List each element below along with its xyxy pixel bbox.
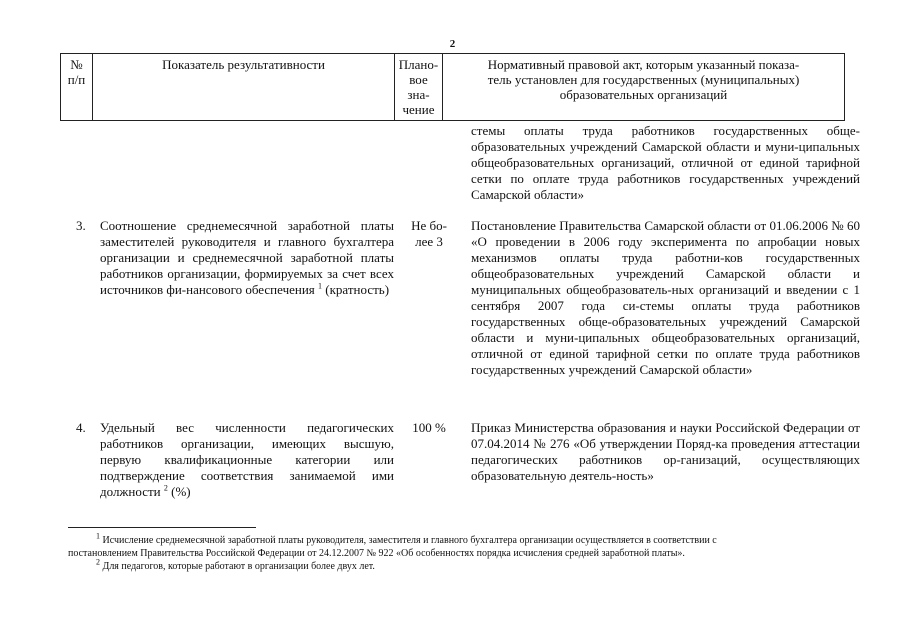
indicator-cell (100, 420, 394, 500)
indicator-cell (100, 218, 394, 298)
planned-value: 100 % (412, 420, 446, 435)
footnotes (68, 531, 896, 573)
page-number: 2 (449, 38, 456, 50)
indicator-text: Соотношение среднемесячной заработной платы заместителей руководителя и главного бухгалтера организации и среднемесячной заработной платы работников организации, формируемых за счет всех источников фи-нансового обеспечения (100, 218, 394, 297)
footnote-text: Для педагогов, которые работают в организации более двух лет. (100, 561, 375, 572)
footnote-mark: 1 (96, 531, 100, 541)
header-number: № п/п (61, 54, 93, 121)
legal-act-continuation: стемы оплаты труда работников государственных обще-образовательных учреждений Самарской области и муни-ципальных общеобразовательных организаций, отличной от единой тарифной сетки по оплате труда работников государственных учреждений Самарской области» (471, 123, 860, 202)
indicator-text: Удельный вес численности педагогических работников организации, имеющих высшую, первую квалификационные категории или подтверждение соответствия занимаемой ими должности (100, 420, 394, 499)
indicator-unit: (кратность) (322, 282, 390, 297)
footnote-1 (96, 531, 896, 547)
row-number: 4. (76, 420, 86, 435)
footnote-ref: 1 (318, 281, 323, 291)
footnote-text: Исчисление среднемесячной заработной платы руководителя, заместителя и главного бухгалтера организации осуществляется в соответствии с (100, 535, 717, 546)
footnote-ref: 2 (163, 483, 168, 493)
header-row (61, 54, 845, 121)
legal-act-cell: Постановление Правительства Самарской области от 01.06.2006 № 60 «О проведении в 2006 году эксперимента по апробации новых механизмов оплаты труда работни-ков государственных общеобразовательных учреждений Самарской области и муниципальных общеобразователь-ных организаций и введении с 1 сентября 2007 года си-стемы оплаты труда работников государственных обще-образовательных учреждений Самарской области и муни-ципальных общеобразовательных организаций, отличной от единой тарифной сетки по оплате труда работников государственных учреждений Самарской области» (471, 218, 860, 377)
indicator-table-header (60, 53, 845, 121)
indicator-unit: (%) (167, 484, 191, 499)
legal-act-cell: Приказ Министерства образования и науки Российской Федерации от 07.04.2014 № 276 «Об утверждении Поряд-ка проведения аттестации педагогических работников ор-ганизаций, осуществляющих образовательную деятель-ность» (471, 420, 860, 483)
footnote-2 (96, 557, 896, 573)
header-planned-value: Плано- вое зна- чение (395, 54, 443, 121)
footnote-separator (68, 527, 256, 528)
footnote-mark: 2 (96, 557, 100, 567)
planned-value: Не бо-лее 3 (411, 218, 447, 249)
header-legal-act: Нормативный правовой акт, которым указанный показа- тель установлен для государственных (муниципальных) образовательных организаций (443, 54, 845, 121)
row-number: 3. (76, 218, 86, 233)
footnote-1-continuation: постановлением Правительства Российской Федерации от 24.12.2007 № 922 «Об особенностях порядка исчисления средней заработной платы». (68, 548, 685, 559)
header-indicator: Показатель результативности (93, 54, 395, 121)
